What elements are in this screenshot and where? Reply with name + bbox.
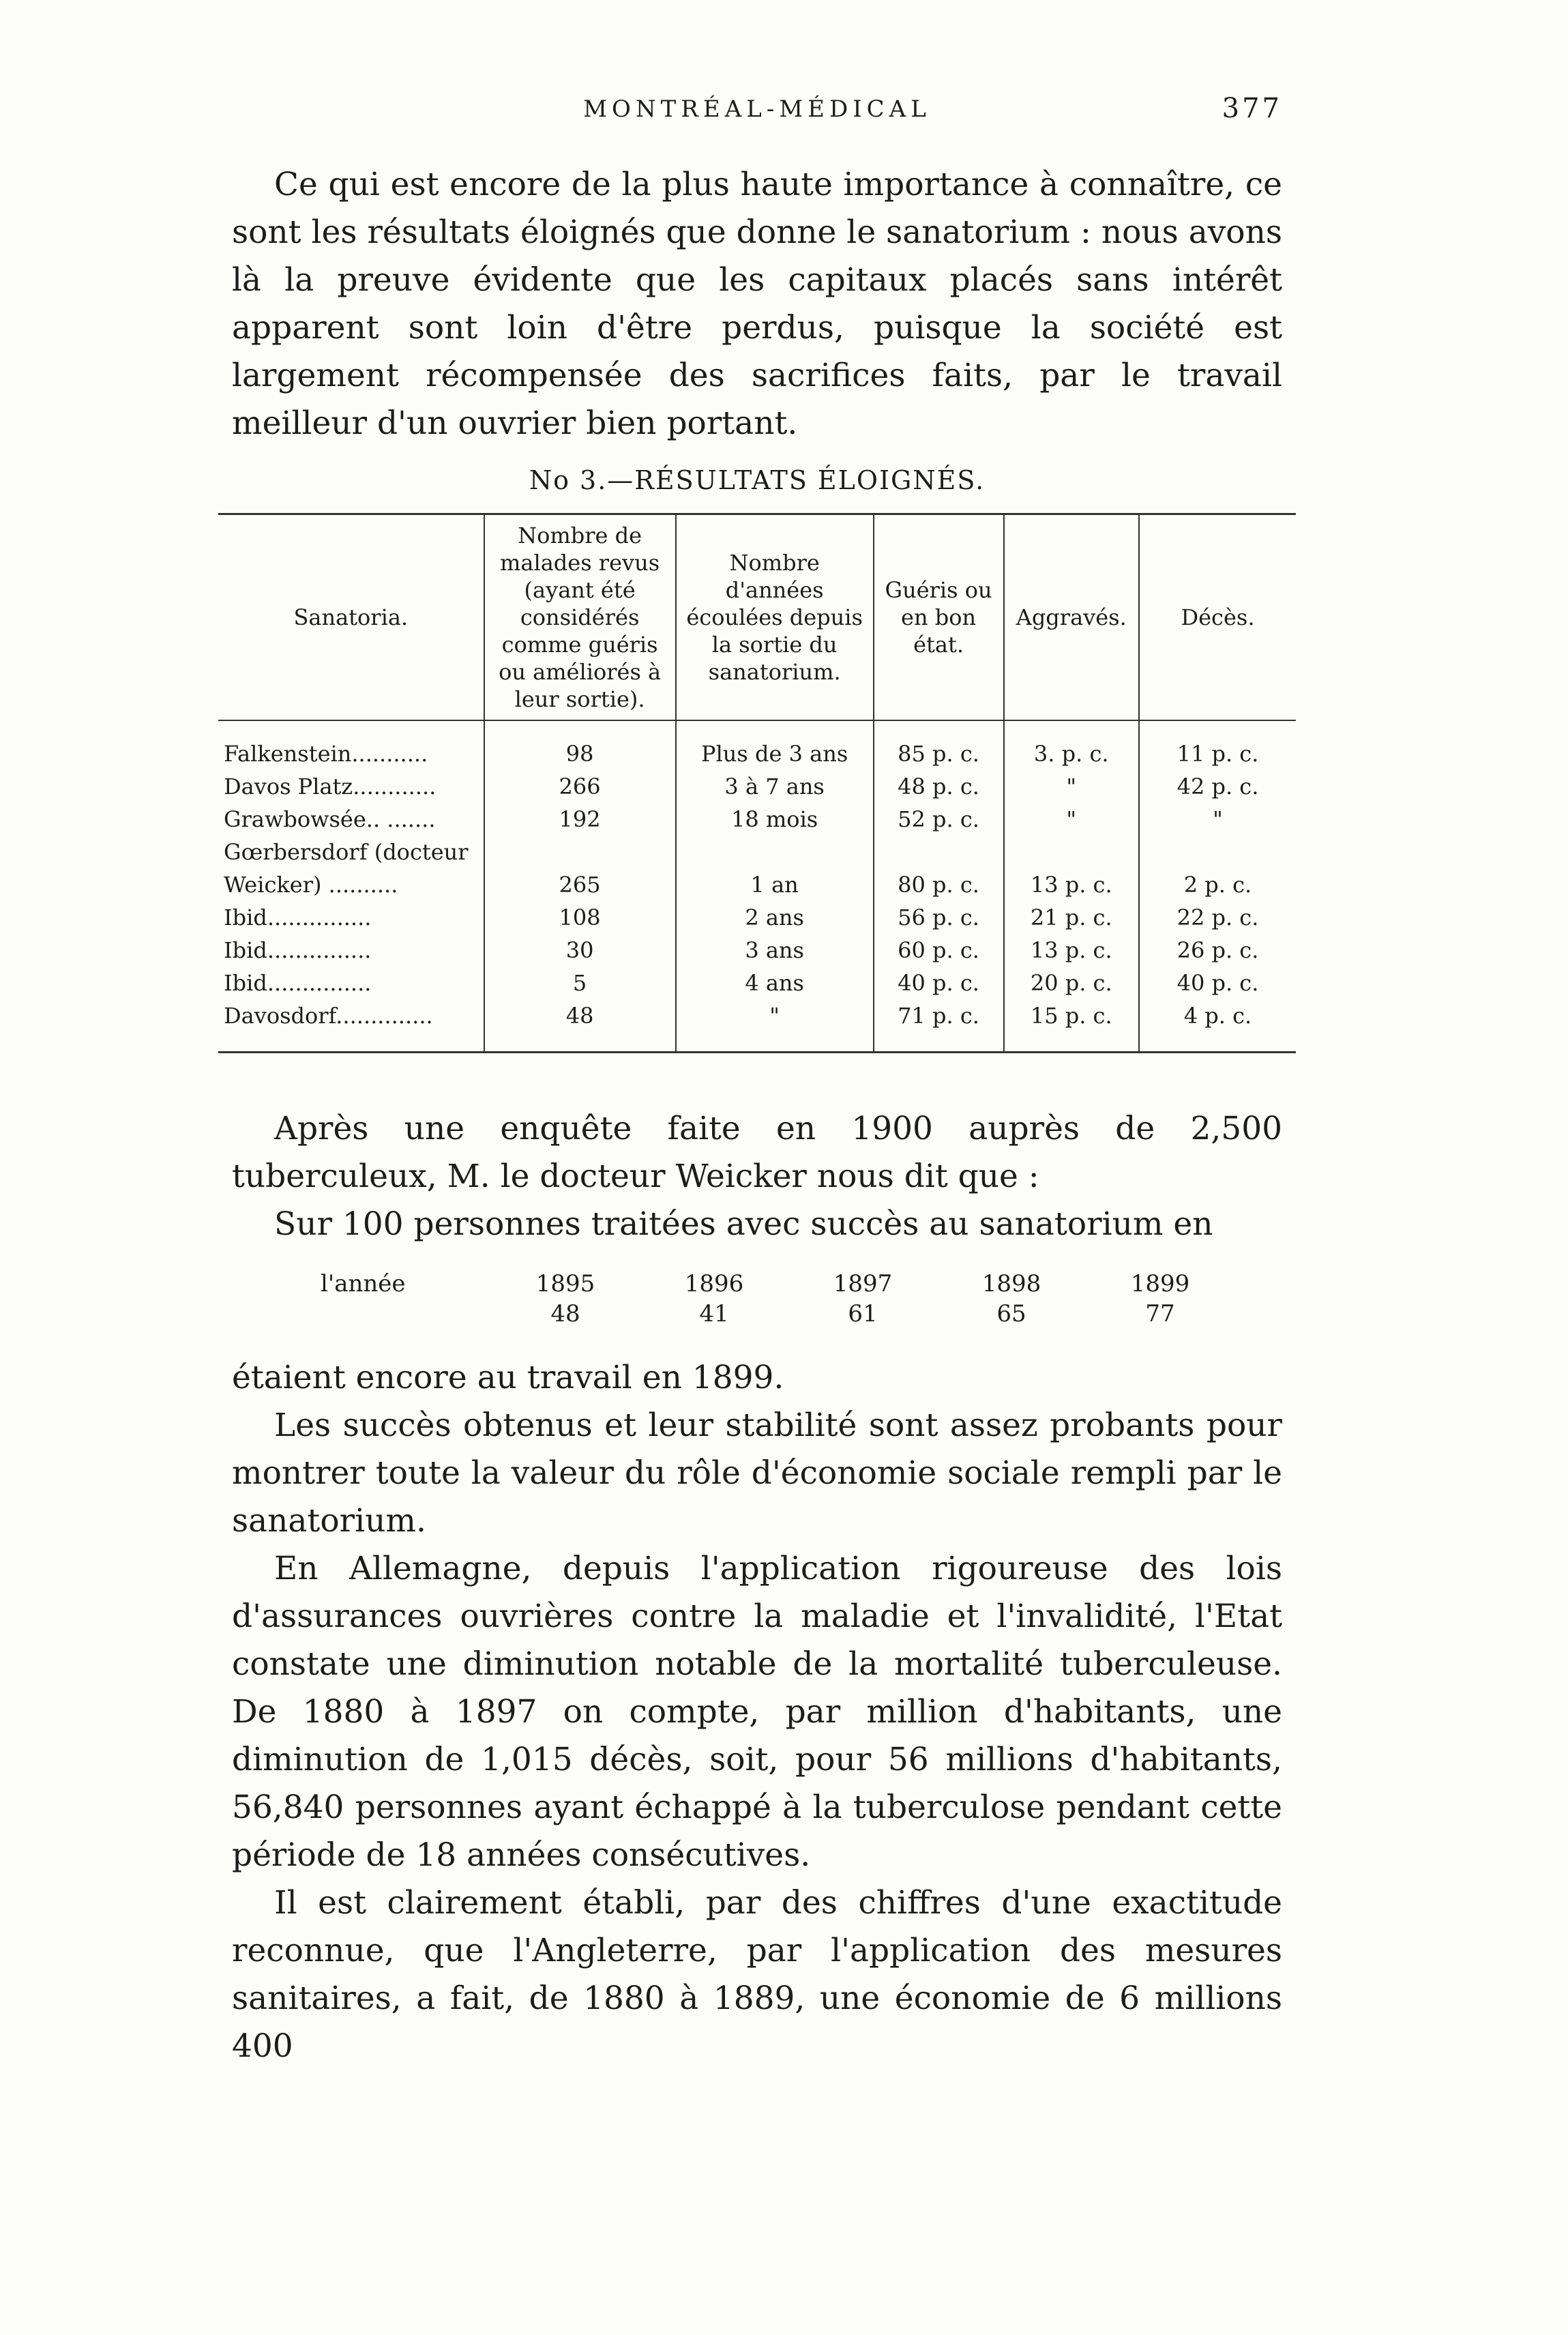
sanatorium-name: Gœrbersdorf (docteur — [224, 839, 469, 865]
value-cell: 65 — [996, 1300, 1026, 1327]
sanatorium-name: Davosdorf.............. — [218, 999, 484, 1053]
page-number: 377 — [1222, 93, 1282, 124]
table-row — [218, 720, 1296, 770]
aggraves-pct: " — [1004, 770, 1139, 803]
annees-ecoulees: " — [676, 999, 874, 1053]
value-cell: 77 — [1145, 1300, 1175, 1327]
gueris-pct: 85 p. c. — [874, 720, 1004, 770]
annees-ecoulees: 18 mois — [676, 803, 874, 836]
gueris-pct: 60 p. c. — [874, 934, 1004, 967]
annees-ecoulees — [676, 836, 874, 868]
malades-count: 266 — [484, 770, 676, 803]
year-cell: 1898 — [981, 1270, 1041, 1297]
year-cell: 1899 — [1130, 1270, 1190, 1297]
table-row — [218, 770, 1296, 803]
aggraves-pct: 13 p. c. — [1004, 868, 1139, 901]
table-row — [218, 836, 1296, 868]
header-aggraves: Aggravés. — [1004, 514, 1139, 721]
sanatorium-name: Ibid............... — [224, 970, 372, 996]
intro-section — [232, 161, 1282, 447]
sanatorium-name: Ibid............... — [224, 905, 372, 930]
table-row — [218, 901, 1296, 934]
deces-pct: 4 p. c. — [1139, 999, 1296, 1053]
malades-count: 5 — [484, 967, 676, 999]
deces-pct: 26 p. c. — [1139, 934, 1296, 967]
sanatorium-name: Ibid............... — [224, 937, 372, 963]
value-cell: 41 — [699, 1300, 729, 1327]
annees-ecoulees: Plus de 3 ans — [676, 720, 874, 770]
aggraves-pct: 20 p. c. — [1004, 967, 1139, 999]
gueris-pct — [874, 836, 1004, 868]
deces-pct: " — [1139, 803, 1296, 836]
gueris-pct: 71 p. c. — [874, 999, 1004, 1053]
aggraves-pct: " — [1004, 803, 1139, 836]
malades-count: 192 — [484, 803, 676, 836]
malades-count: 30 — [484, 934, 676, 967]
running-title: MONTRÉAL-MÉDICAL — [583, 96, 931, 123]
year-label-spacer — [321, 1299, 491, 1329]
aggraves-pct: 15 p. c. — [1004, 999, 1139, 1053]
paragraph-angleterre: Il est clairement établi, par des chiffres d'une exactitude reconnue, que l'Angleterre, par l'application des mesures sanitaires, a fait, de 1880 à 1889, une économie de 6 millions 400 — [232, 1884, 1282, 2065]
annees-ecoulees: 4 ans — [676, 967, 874, 999]
table-body — [218, 720, 1296, 1053]
aggraves-pct: 21 p. c. — [1004, 901, 1139, 934]
gueris-pct: 40 p. c. — [874, 967, 1004, 999]
header-deces: Décès. — [1139, 514, 1296, 721]
deces-pct: 42 p. c. — [1139, 770, 1296, 803]
header-sanatoria: Sanatoria. — [218, 514, 484, 721]
enquete-paragraph: Après une enquête faite en 1900 auprès de 2,500 tuberculeux, M. le docteur Weicker nous dit que : — [232, 1110, 1282, 1195]
enquete-section — [232, 1105, 1282, 1248]
gueris-pct: 80 p. c. — [874, 868, 1004, 901]
table-row — [218, 803, 1296, 836]
year-cell: 1897 — [833, 1270, 893, 1297]
year-label: l'année — [321, 1270, 406, 1297]
annees-ecoulees: 1 an — [676, 868, 874, 901]
table-header-row — [218, 514, 1296, 721]
paragraph-allemagne: En Allemagne, depuis l'application rigoureuse des lois d'assurances ouvrières contre la maladie et l'invalidité, l'Etat constate une diminution notable de la mortalité tuberculeuse. De 1880 à 1897 on compte, par million d'habitants, une diminution de 1,015 décès, soit, pour 56 millions d'habitants, 56,840 personnes ayant échappé à la tuberculose pendant cette période de 18 années consécutives. — [232, 1550, 1282, 1874]
intro-paragraph: Ce qui est encore de la plus haute importance à connaître, ce sont les résultats éloignés que donne le sanatorium : nous avons là la preuve évidente que les capitaux placés sans intérêt apparent sont loin d'être perdus, puisque la société est largement récompensée des sacrifices faits, par le travail meilleur d'un ouvrier bien portant. — [232, 166, 1282, 442]
gueris-pct: 56 p. c. — [874, 901, 1004, 934]
malades-count — [484, 836, 676, 868]
table-row — [218, 934, 1296, 967]
malades-count: 98 — [484, 720, 676, 770]
sanatorium-name: Weicker) .......... — [224, 872, 398, 898]
sanatorium-name: Davos Platz............ — [224, 774, 437, 799]
years-row — [321, 1269, 1234, 1299]
value-cell: 61 — [848, 1300, 878, 1327]
body-text — [232, 1354, 1282, 2070]
aggraves-pct — [1004, 836, 1139, 868]
gueris-pct: 52 p. c. — [874, 803, 1004, 836]
values-row — [321, 1299, 1234, 1329]
years-table — [321, 1269, 1234, 1329]
year-cell: 1896 — [684, 1270, 744, 1297]
table-row — [218, 868, 1296, 901]
header-nombre-malades: Nombre de malades revus (ayant été considérés comme guéris ou améliorés à leur sortie). — [484, 514, 676, 721]
table-title: No 3.—RÉSULTATS ÉLOIGNÉS. — [529, 465, 986, 495]
header-gueris: Guéris ou en bon état. — [874, 514, 1004, 721]
deces-pct: 22 p. c. — [1139, 901, 1296, 934]
year-cell: 1895 — [535, 1270, 595, 1297]
running-head — [232, 87, 1282, 128]
annees-ecoulees: 2 ans — [676, 901, 874, 934]
header-nombre-annees: Nombre d'années écoulées depuis la sortie du sanatorium. — [676, 514, 874, 721]
aggraves-pct: 13 p. c. — [1004, 934, 1139, 967]
annees-ecoulees: 3 à 7 ans — [676, 770, 874, 803]
gueris-pct: 48 p. c. — [874, 770, 1004, 803]
table-row — [218, 999, 1296, 1053]
paragraph-succes: Les succès obtenus et leur stabilité sont assez probants pour montrer toute la valeur du rôle d'économie sociale rempli par le sanatorium. — [232, 1407, 1282, 1540]
deces-pct: 2 p. c. — [1139, 868, 1296, 901]
sanatorium-name: Grawbowsée.. ....... — [224, 806, 436, 832]
sanatorium-name: Falkenstein........... — [224, 741, 428, 767]
deces-pct: 40 p. c. — [1139, 967, 1296, 999]
malades-count: 265 — [484, 868, 676, 901]
table-row — [218, 967, 1296, 999]
aggraves-pct: 3. p. c. — [1004, 720, 1139, 770]
deces-pct — [1139, 836, 1296, 868]
value-cell: 48 — [550, 1300, 580, 1327]
deces-pct: 11 p. c. — [1139, 720, 1296, 770]
results-table — [218, 513, 1296, 1053]
malades-count: 108 — [484, 901, 676, 934]
enquete-line: Sur 100 personnes traitées avec succès au sanatorium en — [274, 1205, 1213, 1243]
paragraph-continuation: étaient encore au travail en 1899. — [232, 1359, 784, 1396]
annees-ecoulees: 3 ans — [676, 934, 874, 967]
malades-count: 48 — [484, 999, 676, 1053]
